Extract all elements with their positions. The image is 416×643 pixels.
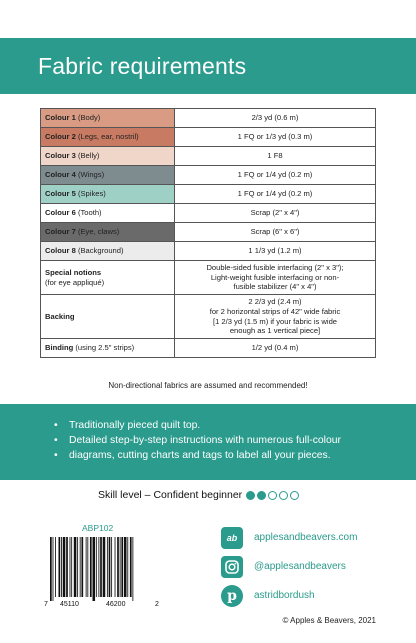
instagram-icon [221, 556, 243, 578]
barcode-bar [70, 537, 71, 597]
backing-label-cell [41, 295, 175, 339]
backing-line-4: enough as 1 vertical piece] [229, 326, 321, 336]
feature-item: • Detailed step-by-step instructions with numerous full-colour [54, 433, 416, 448]
barcode-bar [81, 537, 83, 597]
backing-row [41, 295, 376, 339]
colour-row [41, 242, 376, 261]
barcode-digits-left: 45110 [60, 601, 79, 608]
barcode [44, 537, 162, 613]
colour-name: Colour 4 [45, 170, 76, 180]
backing-line-1: 2 2/3 yd (2.4 m) [248, 297, 302, 307]
colour-detail: (Belly) [77, 151, 100, 161]
social-instagram[interactable] [221, 552, 357, 581]
colour-detail: (Legs, ear, nostril) [77, 132, 139, 142]
binding-label-cell [41, 339, 175, 358]
binding-detail: (using 2.5" strips) [75, 343, 135, 353]
colour-label-cell [41, 204, 175, 223]
instagram-handle[interactable]: @applesandbeavers [254, 561, 346, 572]
barcode-bar [127, 537, 128, 597]
colour-row [41, 147, 376, 166]
colour-label-cell [41, 223, 175, 242]
skill-dot-empty [290, 491, 299, 500]
colour-name: Colour 2 [45, 132, 76, 142]
special-notions-line-3: fusible stabilizer (4" x 4") [233, 282, 317, 292]
ab-logo-icon: ab [221, 527, 243, 549]
barcode-bar [120, 537, 121, 597]
skill-dot-filled [246, 491, 255, 500]
skill-dot-filled [257, 491, 266, 500]
colour-amount: 2/3 yd (0.6 m) [175, 109, 376, 128]
title-band [0, 38, 416, 94]
barcode-bar [109, 537, 111, 597]
barcode-bar [115, 537, 116, 597]
pinterest-icon: p [221, 585, 243, 607]
barcode-digit-lead: 7 [44, 601, 48, 608]
special-notions-line-2: Light-weight fusible interfacing or non- [210, 272, 340, 282]
colour-detail: (Background) [77, 246, 124, 256]
colour-label-cell [41, 147, 175, 166]
backing-line-3: [1 2/3 yd (1.5 m) if your fabric is wide [212, 316, 338, 326]
barcode-bar [55, 537, 56, 597]
colour-row [41, 166, 376, 185]
colour-name: Colour 7 [45, 227, 76, 237]
barcode-bar [107, 537, 108, 597]
barcode-bar [98, 537, 99, 597]
colour-row [41, 204, 376, 223]
barcode-bar [53, 537, 54, 601]
colour-name: Colour 5 [45, 189, 76, 199]
barcode-bar [77, 537, 78, 597]
barcode-bar [93, 537, 96, 601]
special-notions-row [41, 261, 376, 295]
barcode-bar [100, 537, 102, 597]
pinterest-handle[interactable]: astridbordush [254, 590, 315, 601]
barcode-bar [124, 537, 127, 597]
barcode-bar [96, 537, 97, 597]
product-code: ABP102 [82, 523, 114, 533]
social-pinterest[interactable] [221, 581, 357, 610]
barcode-bar [61, 537, 62, 597]
colour-label-cell [41, 166, 175, 185]
feature-item: • Traditionally pieced quilt top. [54, 418, 416, 433]
colour-label-cell [41, 185, 175, 204]
colour-amount: Scrap (2" x 4") [175, 204, 376, 223]
skill-level-rating [246, 491, 299, 500]
barcode-bar [132, 537, 133, 601]
features-list [54, 418, 416, 463]
barcode-bar [103, 537, 106, 597]
skill-dot-empty [279, 491, 288, 500]
barcode-bar [86, 537, 87, 597]
binding-row [41, 339, 376, 358]
barcode-bar [90, 537, 92, 597]
colour-label-cell [41, 128, 175, 147]
fabric-table-container [40, 108, 376, 358]
website-link[interactable]: applesandbeavers.com [254, 532, 358, 543]
backing-line-2: for 2 horizontal strips of 42" wide fabric [209, 306, 341, 316]
colour-amount: 1 1/3 yd (1.2 m) [175, 242, 376, 261]
colour-detail: (Spikes) [77, 189, 106, 199]
special-notions-sublabel: (for eye appliqué) [45, 277, 105, 287]
feature-item-continuation: • diagrams, cutting charts and tags to label all your pieces. [54, 448, 416, 463]
features-band [0, 404, 416, 480]
special-notions-line-1: Double-sided fusible interfacing (2" x 3"); [206, 263, 344, 272]
colour-amount: Scrap (6" x 6") [175, 223, 376, 242]
colour-detail: (Wings) [77, 170, 105, 180]
special-notions-label: Special notions [45, 267, 102, 277]
colour-amount: 1 FQ or 1/3 yd (0.3 m) [175, 128, 376, 147]
colour-row [41, 109, 376, 128]
binding-label: Binding [45, 343, 74, 353]
binding-value: 1/2 yd (0.4 m) [175, 339, 376, 358]
colour-name: Colour 1 [45, 113, 76, 123]
barcode-bars [44, 537, 162, 601]
skill-dot-empty [268, 491, 277, 500]
barcode-bar [50, 537, 52, 601]
fabric-requirements-table [40, 108, 376, 358]
backing-label: Backing [45, 311, 75, 321]
barcode-bar [87, 537, 88, 597]
colour-detail: (Tooth) [77, 208, 102, 218]
barcode-bar [117, 537, 119, 597]
barcode-bar [74, 537, 77, 597]
fabric-note: Non-directional fabrics are assumed and recommended! [108, 381, 308, 390]
colour-name: Colour 6 [45, 208, 76, 218]
barcode-digits-right: 46200 [106, 601, 126, 608]
colour-name: Colour 3 [45, 151, 76, 161]
colour-row [41, 185, 376, 204]
skill-level [98, 489, 299, 501]
colour-amount: 1 F8 [175, 147, 376, 166]
barcode-bar [130, 537, 132, 597]
barcode-bar [59, 537, 61, 597]
skill-level-label: Skill level – Confident beginner [98, 489, 243, 501]
barcode-bar [66, 537, 68, 597]
backing-value [175, 295, 376, 339]
colour-amount: 1 FQ or 1/4 yd (0.2 m) [175, 185, 376, 204]
social-website[interactable] [221, 523, 357, 552]
special-notions-label-cell [41, 261, 175, 295]
colour-label-cell [41, 109, 175, 128]
colour-detail: (Eye, claws) [77, 227, 120, 237]
special-notions-value [175, 261, 376, 295]
colour-name: Colour 8 [45, 246, 76, 256]
barcode-bar [63, 537, 66, 597]
copyright: © Apples & Beavers, 2021 [282, 616, 376, 625]
colour-detail: (Body) [77, 113, 101, 123]
colour-amount: 1 FQ or 1/4 yd (0.2 m) [175, 166, 376, 185]
barcode-bar [80, 537, 81, 597]
barcode-digit-check: 2 [155, 601, 159, 608]
colour-label-cell [41, 242, 175, 261]
top-margin [0, 0, 416, 38]
barcode-bar [71, 537, 72, 597]
barcode-bar [111, 537, 112, 597]
page-title: Fabric requirements [38, 52, 247, 79]
colour-row [41, 128, 376, 147]
barcode-bar [121, 537, 123, 597]
social-links [221, 523, 357, 610]
colour-row [41, 223, 376, 242]
